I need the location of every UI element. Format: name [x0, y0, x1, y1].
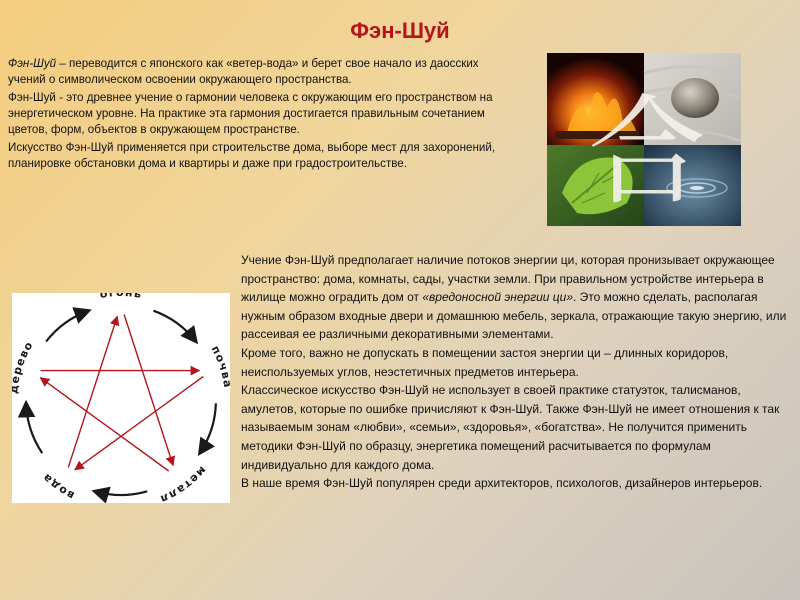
cycle-arc — [46, 311, 88, 342]
main-paragraph-stagnation: Кроме того, важно не допускать в помещении застоя энергии ци – длинных коридоров, неиспользуемых углов, неэстетичных предметов интерьера. — [241, 345, 729, 379]
intro-definition: – переводится с японского как «ветер-вода» и берет свое начало из даосских учений о символическом освоении окружающего пространства. — [8, 57, 479, 86]
element-label: о ь — [98, 293, 144, 301]
element-label: металл — [157, 463, 210, 503]
main-p1-end: . Это можно сделать, располагая нужным образом входные двери и домашнюю мебель, зеркала, отражающие такую энергию, или рассеивая ее различными декоративными элементами. — [241, 290, 787, 342]
intro-text — [8, 56, 508, 174]
page-title: Фэн-Шуй — [350, 18, 450, 43]
main-text — [241, 251, 789, 493]
element-label: вода — [39, 470, 77, 503]
five-elements-diagram — [12, 293, 230, 503]
element-label: ево — [13, 338, 37, 368]
main-paragraph-qi-flows — [241, 251, 789, 344]
control-arrow — [124, 315, 173, 466]
photo-character: 合 — [587, 83, 707, 221]
main-p1-italic: «вредоносной энергии ци» — [422, 290, 574, 305]
cycle-arc — [26, 403, 42, 453]
cycle-arc — [154, 311, 196, 342]
intro-paragraph-definition — [8, 56, 508, 88]
intro-term: Фэн-Шуй — [8, 57, 57, 70]
element-label: поч — [208, 343, 230, 374]
main-p1-start: Учение Фэн-Шуй предполагает наличие потоков энергии ци, которая пронизывает окружающее пространство: дома, комнаты, сады, участки земли. При правильном устройстве интерьера в жилище можно оградить дом от — [241, 253, 775, 305]
intro-paragraph-harmony: Фэн-Шуй - это древнее учение о гармонии человека с окружающим его пространством на энергетическом уровне. На практике эта гармония достигается правильным сочетанием цветов, форм, объектов в окружающем пространстве. — [8, 91, 493, 136]
main-paragraph-classical: Классическое искусство Фэн-Шуй не использует в своей практике статуэток, талисманов, амулетов, которые по ошибке причисляют к Фэн-Шуй. Также Фэн-Шуй не имеет отношения к так называемым зонам «любви», «семьи», «здоровья», «богатства». Не получится применить методики Фэн-Шуй по образцу, энергетика помещений расчитывается по формулам индивидуально для каждого дома. — [241, 383, 780, 472]
elements-collage-image — [547, 53, 741, 226]
control-arrow — [75, 377, 203, 470]
intro-paragraph-applications: Искусство Фэн-Шуй применяется при строительстве дома, выборе мест для захоронений, планировке обстановки дома и квартиры и даже при градостроительстве. — [8, 141, 496, 170]
cycle-arc — [200, 403, 216, 453]
cycle-arc — [95, 491, 147, 495]
main-paragraph-popularity: В наше время Фэн-Шуй популярен среди архитекторов, психологов, дизайнеров интерьеров. — [241, 476, 763, 491]
